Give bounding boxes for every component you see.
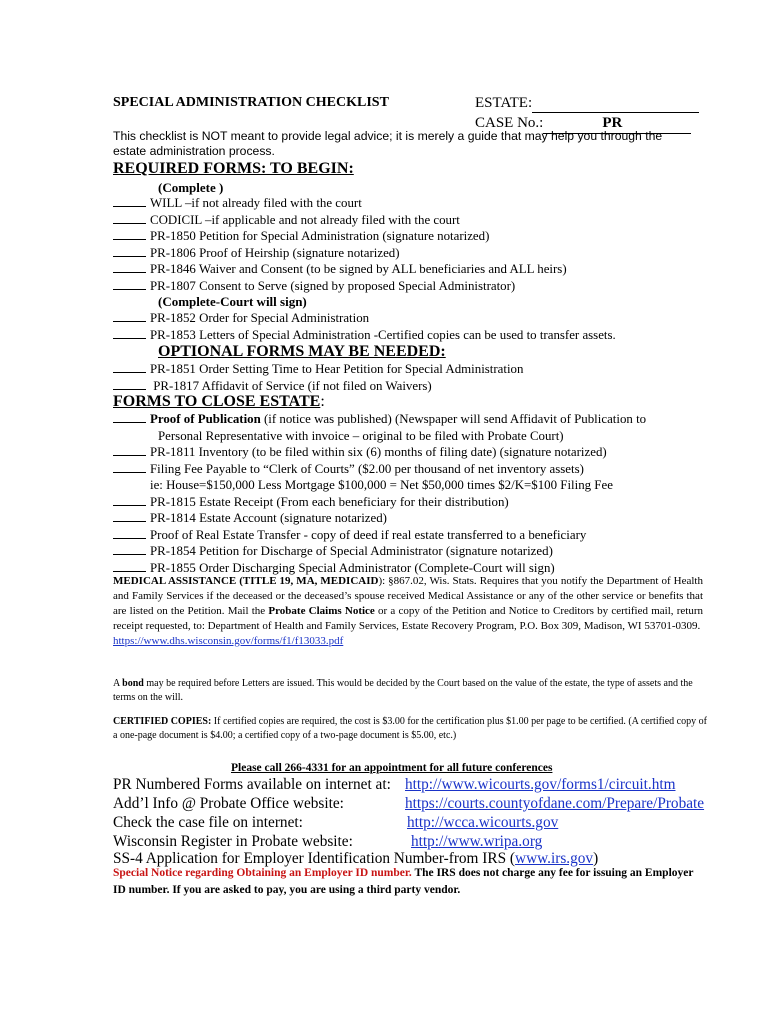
check-blank[interactable] <box>113 495 146 506</box>
check-blank[interactable] <box>113 528 146 539</box>
required-forms-heading: REQUIRED FORMS: TO BEGIN: <box>113 160 354 177</box>
probate-office-link[interactable]: https://courts.countyofdane.com/Prepare/Probate <box>405 795 705 812</box>
wcca-link[interactable]: http://wcca.wicourts.gov <box>407 814 559 831</box>
check-blank[interactable] <box>113 445 146 456</box>
checklist-item: PR-1852 Order for Special Administration <box>113 310 616 327</box>
medical-assistance-paragraph: MEDICAL ASSISTANCE (TITLE 19, MA, MEDICAID): §867.02, Wis. Stats. Requires that you notify the Department of Health and Family Services if the deceased or the deceased’s spouse received Medical Assistance or any of the other service or benefits that are listed on the Petition. Mail the Probate Claims Notice or a copy of the Petition and Notice to Creditors by certified mail, return receipt requested, to: Department of Health and Family Services, Estate Recovery Program, P.O. Box 309, Madison, WI 53701-0309. https://www.dhs.wisconsin.gov/forms/f1/f13033.pdf <box>113 575 703 647</box>
check-blank[interactable] <box>113 412 146 423</box>
wripa-link[interactable]: http://www.wripa.org <box>411 833 543 850</box>
optional-forms-heading: OPTIONAL FORMS MAY BE NEEDED: <box>158 343 446 360</box>
check-blank[interactable] <box>113 362 146 373</box>
required-list-2 <box>113 310 616 343</box>
checklist-item: PR-1850 Petition for Special Administration (signature notarized) <box>113 228 567 245</box>
check-blank[interactable] <box>113 213 146 224</box>
estate-label: ESTATE: <box>475 95 533 111</box>
special-notice: Special Notice regarding Obtaining an Employer ID number. The IRS does not charge any fee for issuing an Employer ID number. If you are asked to pay, you are using a third party vendor. <box>113 867 694 896</box>
resource-row: Add’l Info @ Probate Office website: https://courts.countyofdane.com/Prepare/Probate <box>113 795 705 812</box>
document-title: SPECIAL ADMINISTRATION CHECKLIST <box>113 95 389 110</box>
close-list <box>113 411 646 576</box>
certified-copies-paragraph: CERTIFIED COPIES: If certified copies are required, the cost is $3.00 for the certification plus $1.00 per page to be certified. (A certified copy of a one-page document is $4.00; a certified copy of a two-page document is $5.00, etc.) <box>113 716 707 741</box>
required-list-1 <box>113 195 567 294</box>
check-blank[interactable] <box>113 279 146 290</box>
checklist-item: PR-1846 Waiver and Consent (to be signed by ALL beneficiaries and ALL heirs) <box>113 261 567 278</box>
checklist-item: PR-1815 Estate Receipt (From each beneficiary for their distribution) <box>113 494 646 511</box>
checklist-item: CODICIL –if applicable and not already filed with the court <box>113 212 567 229</box>
check-blank[interactable] <box>113 229 146 240</box>
appointment-notice: Please call 266-4331 for an appointment for all future conferences <box>231 762 553 774</box>
resource-row: PR Numbered Forms available on internet at: http://www.wicourts.gov/forms1/circuit.htm <box>113 776 676 793</box>
checklist-item: PR-1853 Letters of Special Administration -Certified copies can be used to transfer assets. <box>113 327 616 344</box>
required-sub-court-sign: (Complete-Court will sign) <box>158 294 307 309</box>
checklist-item: Proof of Real Estate Transfer - copy of deed if real estate transferred to a beneficiary <box>113 527 646 544</box>
forms-link[interactable]: http://www.wicourts.gov/forms1/circuit.htm <box>405 776 676 793</box>
checklist-item: WILL –if not already filed with the court <box>113 195 567 212</box>
check-blank[interactable] <box>113 328 146 339</box>
ss4-row: SS-4 Application for Employer Identification Number-from IRS (www.irs.gov) <box>113 850 599 867</box>
checklist-item: Filing Fee Payable to “Clerk of Courts” ($2.00 per thousand of net inventory assets) <box>113 461 646 478</box>
disclaimer: This checklist is NOT meant to provide legal advice; it is merely a guide that may help you through the estate administration process. <box>113 129 663 158</box>
check-blank[interactable] <box>113 246 146 257</box>
check-blank[interactable] <box>113 462 146 473</box>
checklist-item-cont: Personal Representative with invoice – original to be filed with Probate Court) <box>158 428 564 443</box>
checklist-item: PR-1854 Petition for Discharge of Special Administrator (signature notarized) <box>113 543 646 560</box>
close-estate-heading: FORMS TO CLOSE ESTATE: <box>113 393 325 410</box>
checklist-item: PR-1814 Estate Account (signature notarized) <box>113 510 646 527</box>
checklist-item: PR-1817 Affidavit of Service (if not filed on Waivers) <box>113 378 523 395</box>
resource-row: Check the case file on internet: http://wcca.wicourts.gov <box>113 814 559 831</box>
checklist-item: Proof of Publication (if notice was published) (Newspaper will send Affidavit of Publication to <box>113 411 646 428</box>
bond-paragraph: A bond may be required before Letters are issued. This would be decided by the Court based on the value of the estate, the type of assets and the terms on the will. <box>113 678 693 703</box>
checklist-item: PR-1851 Order Setting Time to Hear Petition for Special Administration <box>113 361 523 378</box>
check-blank[interactable] <box>113 544 146 555</box>
check-blank[interactable] <box>113 311 146 322</box>
check-blank[interactable] <box>113 511 146 522</box>
case-label: CASE No.: <box>475 115 544 131</box>
estate-blank <box>532 98 699 113</box>
check-blank[interactable] <box>113 196 146 207</box>
optional-list <box>113 361 523 394</box>
checklist-item: PR-1807 Consent to Serve (signed by proposed Special Administrator) <box>113 278 567 295</box>
checklist-item: PR-1806 Proof of Heirship (signature notarized) <box>113 245 567 262</box>
check-blank[interactable] <box>113 262 146 273</box>
check-blank[interactable] <box>113 379 146 390</box>
fee-example: ie: House=$150,000 Less Mortgage $100,000 = Net $50,000 times $2/K=$100 Filing Fee <box>150 478 613 492</box>
case-value: PR <box>543 113 691 134</box>
dhs-form-link[interactable]: https://www.dhs.wisconsin.gov/forms/f1/f13033.pdf <box>113 635 344 647</box>
checklist-item: PR-1811 Inventory (to be filed within six (6) months of filing date) (signature notarized) <box>113 444 646 461</box>
irs-link[interactable]: www.irs.gov <box>515 850 594 867</box>
check-blank[interactable] <box>113 561 146 572</box>
resource-row: Wisconsin Register in Probate website: http://www.wripa.org <box>113 833 543 850</box>
estate-case-block <box>475 93 699 134</box>
estate-line <box>475 93 699 113</box>
checklist-item: PR-1855 Order Discharging Special Administrator (Complete-Court will sign) <box>113 560 646 577</box>
required-sub-complete: (Complete ) <box>158 180 224 195</box>
